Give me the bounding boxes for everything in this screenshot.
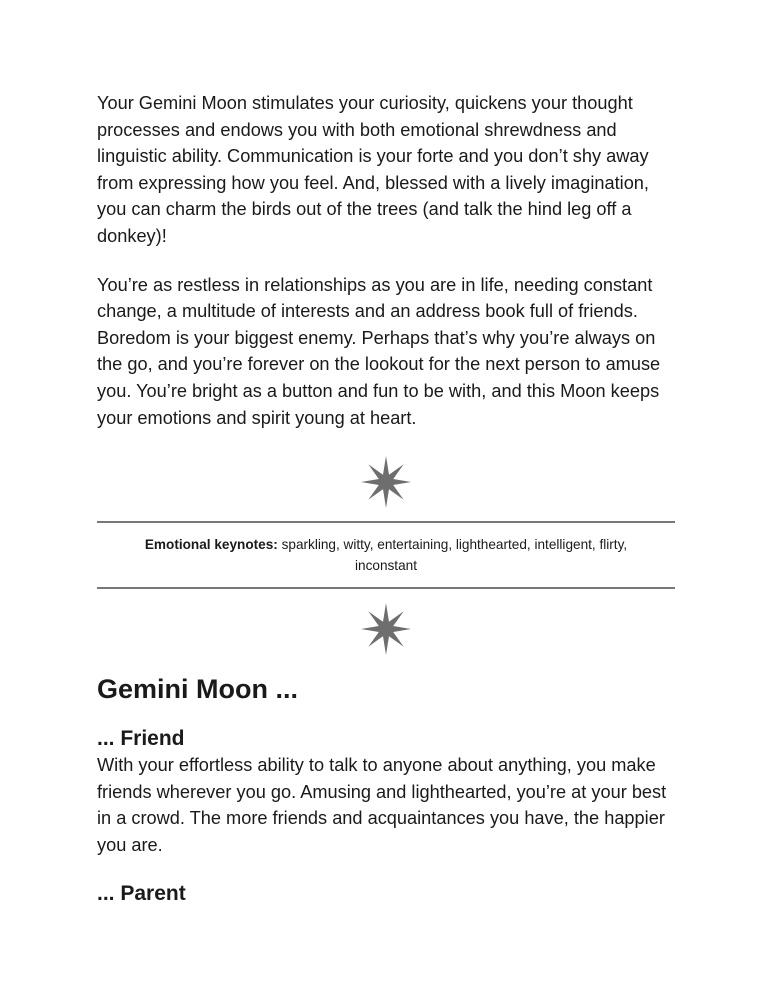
intro-paragraph-2: You’re as restless in relationships as you are in life, needing constant change, a multitude of interests and an address book full of friends. Boredom is your biggest enemy. Perhaps that’s why you’re always on the go, and you’re forever on the lookout for the next person to amuse you. You’re bright as a button and fun to be with, and this Moon keeps your emotions and spirit young at heart. [97,274,661,428]
star-ornament-bottom [97,602,675,656]
keynotes-label: Emotional keynotes: [144,537,278,553]
section-title: Gemini Moon ... [97,674,298,705]
emotional-keynotes-box [97,521,675,589]
page-content [97,90,675,907]
keynotes-text: sparkling, witty, entertaining, lighthearted, intelligent, flirty, inconstant [277,537,628,574]
star-ornament-top [97,455,675,509]
subsection-body-friend: With your effortless ability to talk to anyone about anything, you make friends wherever you go. Amusing and lighthearted, you’re at your best in a crowd. The more friends and acquaintances you have, the happier you are. [97,755,667,855]
eight-point-star-icon [360,455,412,509]
intro-paragraph-1: Your Gemini Moon stimulates your curiosity, quickens your thought processes and endows you with both emotional shrewdness and linguistic ability. Communication is your forte and you don’t shy away from expressing how you feel. And, blessed with a lively imagination, you can charm the birds out of the trees (and talk the hind leg off a donkey)! [97,93,649,246]
eight-point-star-icon [360,602,412,656]
subsection-heading-friend: ... Friend [97,727,185,751]
subsection-heading-parent: ... Parent [97,881,186,905]
